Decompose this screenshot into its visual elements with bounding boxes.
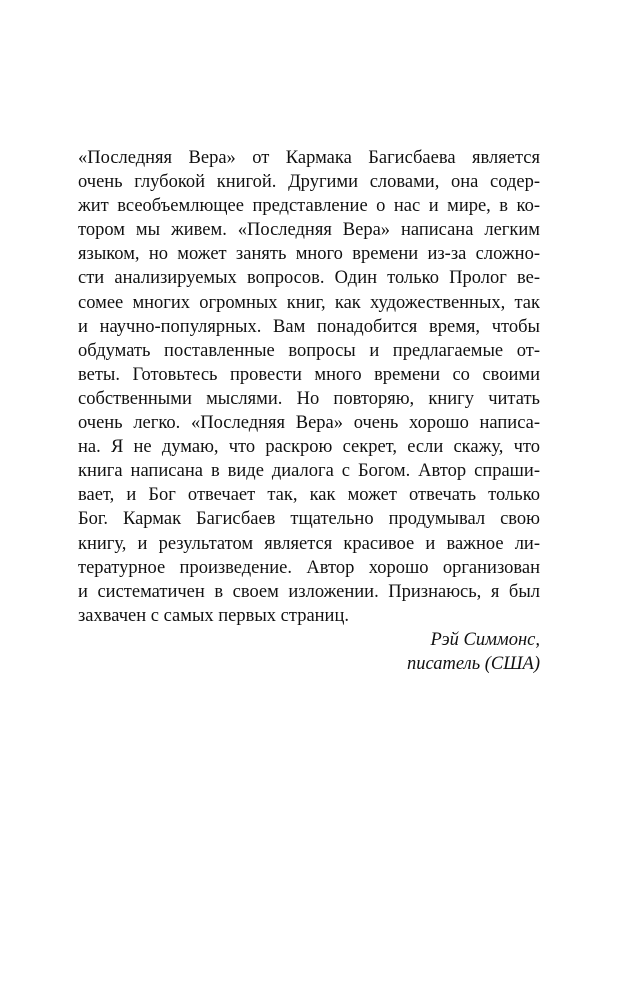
- text-line: сти анализируемых вопросов. Один только Пролог ве-: [78, 268, 540, 289]
- text-line: вает, и Бог отвечает так, как может отвечать только: [78, 485, 540, 506]
- attribution-role: писатель (США): [407, 653, 540, 674]
- text-line: на. Я не думаю, что раскрою секрет, если скажу, что: [78, 437, 540, 458]
- text-line: очень легко. «Последняя Вера» очень хорошо написа-: [78, 413, 540, 434]
- text-line: языком, но может занять много времени из-за сложно-: [78, 244, 540, 265]
- text-line: книга написана в виде диалога с Богом. Автор спраши-: [78, 461, 540, 482]
- text-line: Бог. Кармак Багисбаев тщательно продумывал свою: [78, 509, 540, 530]
- text-line: очень глубокой книгой. Другими словами, она содер-: [78, 172, 540, 193]
- text-line: веты. Готовьтесь провести много времени со своими: [78, 364, 540, 385]
- text-line: «Последняя Вера» от Кармака Багисбаева является: [78, 148, 540, 168]
- text-line: обдумать поставленные вопросы и предлагаемые от-: [78, 340, 540, 361]
- review-text-block: [78, 146, 540, 676]
- text-line: и систематичен в своем изложении. Признаюсь, я был: [78, 581, 540, 602]
- text-line: тературное произведение. Автор хорошо организован: [78, 557, 540, 578]
- text-line: и научно-популярных. Вам понадобится время, чтобы: [78, 316, 540, 337]
- text-line: собственными мыслями. Но повторяю, книгу читать: [78, 388, 540, 409]
- text-line: сомее многих огромных книг, как художественных, так: [78, 292, 540, 313]
- text-line: тором мы живем. «Последняя Вера» написана легким: [78, 220, 540, 241]
- text-line: жит всеобъемлющее представление о нас и мире, в ко-: [78, 196, 540, 217]
- text-line: книгу, и результатом является красивое и важное ли-: [78, 533, 540, 554]
- text-line: захвачен с самых первых страниц.: [78, 605, 349, 626]
- attribution-author: Рэй Симмонс,: [430, 629, 540, 650]
